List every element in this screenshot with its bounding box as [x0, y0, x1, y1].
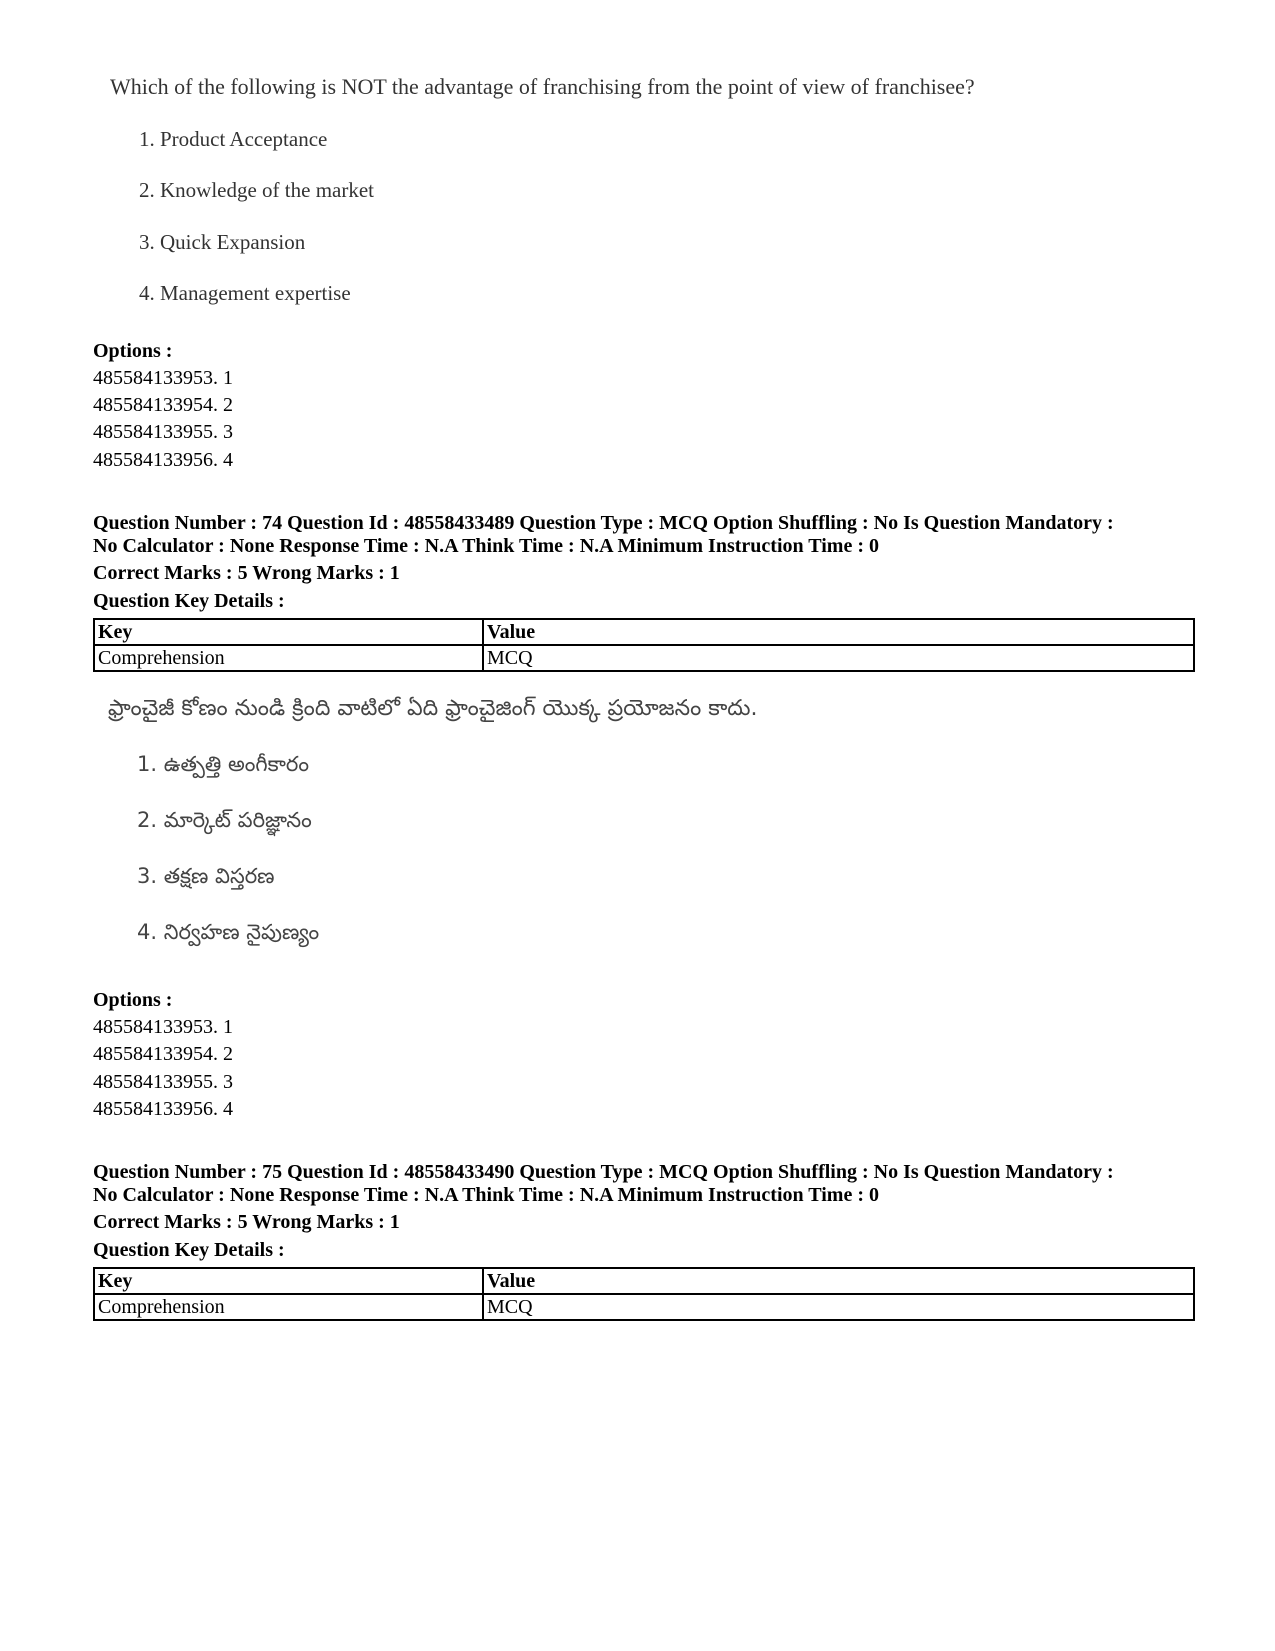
key-details-label: Question Key Details : — [93, 1239, 285, 1261]
question-meta-line: No Calculator : None Response Time : N.A Think Time : N.A Minimum Instruction Time : 0 — [93, 535, 879, 557]
table-header-row — [94, 619, 1194, 645]
options-label: Options : — [93, 340, 173, 362]
question-meta-line: Question Number : 75 Question Id : 48558433490 Question Type : MCQ Option Shuffling : No Is Question Mandatory : — [93, 1161, 1114, 1183]
option-line: 485584133956. 4 — [93, 449, 233, 471]
choice-item: 1. Product Acceptance — [139, 127, 328, 151]
key-details-table — [93, 1267, 1195, 1321]
table-row — [94, 645, 1194, 671]
table-header-key: Key — [94, 619, 483, 645]
question-stem: Which of the following is NOT the advantage of franchising from the point of view of franchisee? — [110, 74, 975, 99]
key-details-table — [93, 618, 1195, 672]
table-cell-key: Comprehension — [94, 645, 483, 671]
table-row — [94, 1294, 1194, 1320]
question-meta-line: Question Number : 74 Question Id : 48558433489 Question Type : MCQ Option Shuffling : No Is Question Mandatory : — [93, 512, 1114, 534]
option-line: 485584133953. 1 — [93, 1016, 233, 1038]
question-meta — [93, 512, 1203, 558]
table-header-key: Key — [94, 1268, 483, 1294]
choice-item: 3. తక్షణ విస్తరణ — [137, 864, 275, 888]
choice-item: 3. Quick Expansion — [139, 230, 306, 254]
choice-item: 4. నిర్వహణ నైపుణ్యం — [137, 920, 320, 944]
table-header-row — [94, 1268, 1194, 1294]
choice-item: 2. Knowledge of the market — [139, 178, 375, 202]
option-line: 485584133955. 3 — [93, 421, 233, 443]
question-stem-telugu: ఫ్రాంచైజీ కోణం నుండి క్రింది వాటిలో ఏది ఫ్రాంచైజింగ్ యొక్క ప్రయోజనం కాదు. — [108, 696, 758, 721]
table-cell-value: MCQ — [483, 645, 1194, 671]
key-details-label: Question Key Details : — [93, 590, 285, 612]
option-line: 485584133954. 2 — [93, 394, 233, 416]
table-cell-value: MCQ — [483, 1294, 1194, 1320]
marks-line: Correct Marks : 5 Wrong Marks : 1 — [93, 562, 400, 584]
choice-item: 2. మార్కెట్ పరిజ్ఞానం — [137, 808, 312, 832]
table-header-value: Value — [483, 619, 1194, 645]
option-line: 485584133955. 3 — [93, 1071, 233, 1093]
question-meta-line: No Calculator : None Response Time : N.A Think Time : N.A Minimum Instruction Time : 0 — [93, 1184, 879, 1206]
choice-item: 1. ఉత్పత్తి అంగీకారం — [137, 752, 309, 776]
table-cell-key: Comprehension — [94, 1294, 483, 1320]
options-label: Options : — [93, 989, 173, 1011]
choice-item: 4. Management expertise — [139, 281, 351, 305]
table-header-value: Value — [483, 1268, 1194, 1294]
marks-line: Correct Marks : 5 Wrong Marks : 1 — [93, 1211, 400, 1233]
option-line: 485584133954. 2 — [93, 1043, 233, 1065]
option-line: 485584133953. 1 — [93, 367, 233, 389]
option-line: 485584133956. 4 — [93, 1098, 233, 1120]
question-meta — [93, 1161, 1203, 1207]
